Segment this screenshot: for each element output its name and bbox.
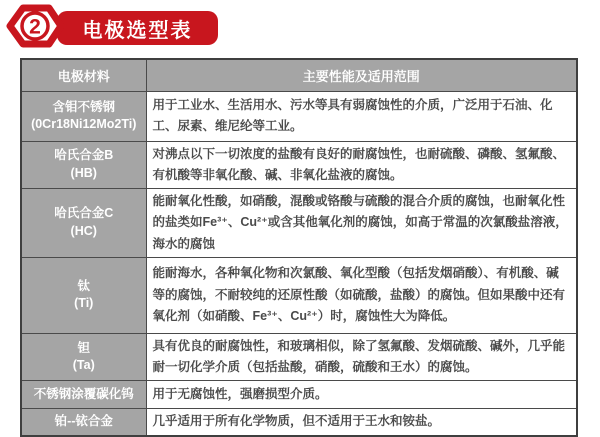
table-header-row	[21, 59, 577, 91]
table-row	[21, 257, 577, 333]
column-header-properties: 主要性能及适用范围	[146, 59, 577, 91]
material-code: (HB)	[70, 165, 97, 180]
material-name: 钛	[77, 278, 90, 293]
material-cell	[21, 381, 146, 409]
table-row	[21, 409, 577, 436]
description-cell: 对沸点以下一切浓度的盐酸有良好的耐腐蚀性，也耐硫酸、磷酸、氢氟酸、有机酸等非氧化酸、碱、非氧化盐液的腐蚀。	[146, 141, 577, 189]
material-cell	[21, 409, 146, 436]
material-name: 铂--铱合金	[54, 414, 113, 429]
table-row	[21, 91, 577, 141]
material-cell	[21, 333, 146, 381]
step-number-badge	[6, 4, 64, 48]
table-row	[21, 381, 577, 409]
material-name: 钽	[77, 340, 90, 355]
description-cell: 用于工业水、生活用水、污水等具有弱腐蚀性的介质，广泛用于石油、化工、尿素、维尼纶等工业。	[146, 91, 577, 141]
material-code: (Ta)	[72, 358, 95, 372]
material-code: (HC)	[70, 223, 97, 238]
material-code: (Ti)	[74, 296, 94, 311]
table-row	[21, 333, 577, 381]
page-header	[0, 0, 600, 56]
description-cell: 能耐海水，各种氧化物和次氯酸、氧化型酸（包括发烟硝酸）、有机酸、碱等的腐蚀，不耐较纯的还原性酸（如硫酸，盐酸）的腐蚀。但如果酸中还有氧化剂（如硝酸、Fe³⁺、Cu²⁺）时，腐蚀性大为降低。	[146, 257, 577, 333]
table-row	[21, 141, 577, 189]
table-row	[21, 189, 577, 258]
badge-number: 2	[29, 15, 41, 39]
description-cell: 几乎适用于所有化学物质，但不适用于王水和铵盐。	[146, 409, 577, 436]
material-cell	[21, 91, 146, 141]
material-name: 哈氏合金C	[54, 206, 114, 221]
page-title: 电极选型表	[57, 11, 218, 45]
material-name: 哈氏合金B	[54, 148, 114, 163]
material-cell	[21, 189, 146, 258]
description-cell: 能耐氧化性酸，如硝酸，混酸或铬酸与硫酸的混合介质的腐蚀，也耐氧化性的盐类如Fe³⁺、Cu²⁺或含其他氧化剂的腐蚀，如高于常温的次氯酸盐溶液，海水的腐蚀	[146, 189, 577, 258]
material-name: 不锈钢涂覆碳化钨	[33, 387, 134, 401]
description-cell: 用于无腐蚀性，强磨损型介质。	[146, 381, 577, 409]
description-cell: 具有优良的耐腐蚀性，和玻璃相似，除了氢氟酸、发烟硫酸、碱外，几乎能耐一切化学介质（包括盐酸，硝酸，硫酸和王水）的腐蚀。	[146, 333, 577, 381]
material-cell	[21, 141, 146, 189]
material-name: 含钼不锈钢	[52, 99, 115, 114]
material-cell	[21, 257, 146, 333]
electrode-selection-table	[20, 58, 578, 437]
column-header-material: 电极材料	[21, 59, 146, 91]
material-code: (0Cr18Ni12Mo2Ti)	[31, 117, 137, 131]
